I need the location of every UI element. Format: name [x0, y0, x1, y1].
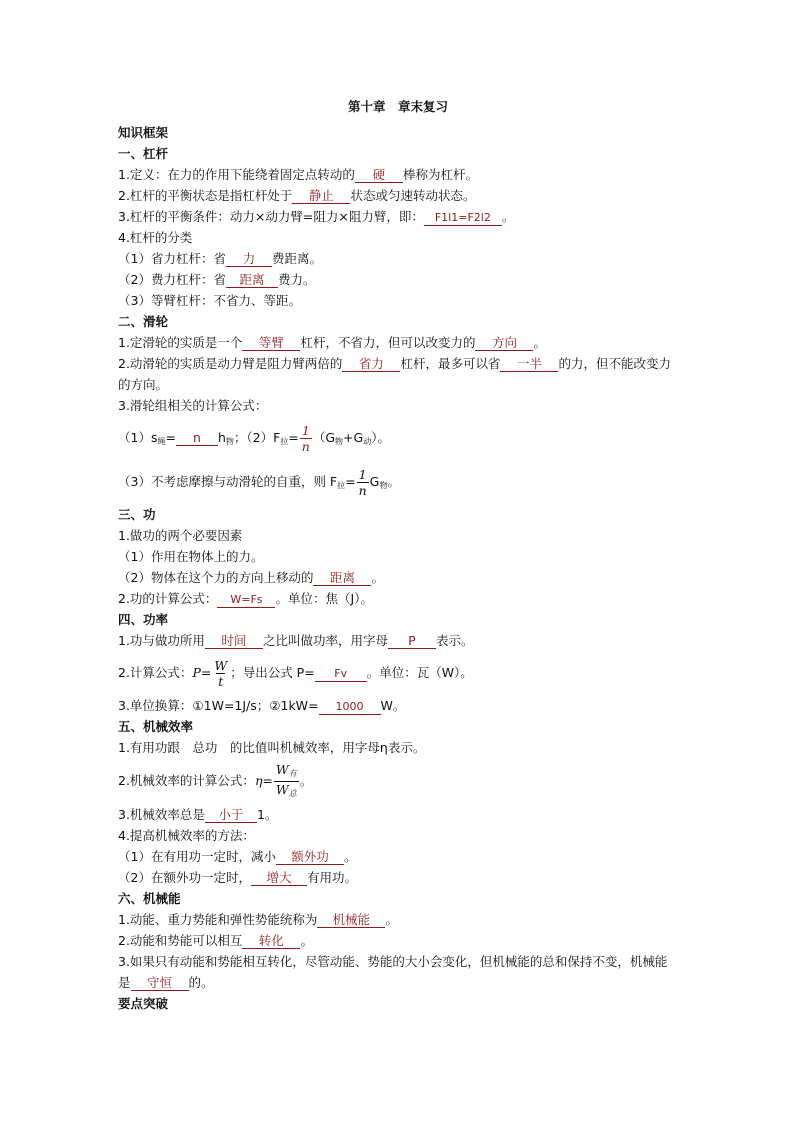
text: h [217, 430, 226, 445]
subscript: 物 [225, 437, 234, 446]
text: 3.如果只有动能和势能相互转化，尽管动能、势能的大小会变化，但机械能的总和保持不变，机械能是 [118, 954, 668, 990]
answer-blank: 静止 [292, 188, 350, 204]
document-page [118, 98, 678, 1014]
fraction [357, 467, 369, 498]
fraction [212, 658, 229, 689]
denominator: n [301, 439, 310, 454]
lever-line-5 [118, 248, 678, 269]
text: 3.杠杆的平衡条件：动力×动力臂=阻力×阻力臂，即： [118, 209, 424, 224]
text: 。 [533, 335, 546, 350]
subscript: 拉 [280, 437, 289, 446]
answer-blank: P [388, 633, 436, 649]
text: +G [343, 430, 364, 445]
text: 棒称为杠杆。 [402, 167, 478, 182]
text: W [275, 762, 289, 777]
answer-blank: 守恒 [131, 975, 189, 991]
subscript: 有 [288, 769, 297, 778]
fraction [274, 762, 299, 801]
efficiency-heading: 五、机械效率 [118, 719, 194, 734]
answer-blank: 小于 [205, 807, 257, 823]
answer-blank: 等臂 [242, 335, 300, 351]
work-line-2: （1）作用在物体上的力。 [118, 549, 264, 564]
text: 2.功的计算公式： [118, 591, 218, 606]
answer-blank: 增大 [251, 870, 307, 886]
text: 2.计算公式： [118, 665, 193, 680]
answer-blank: 1000 [319, 699, 381, 715]
answer-blank: 转化 [242, 933, 300, 949]
text: （1）s [118, 430, 158, 445]
lever-line-4: 4.杠杆的分类 [118, 230, 193, 245]
work-line-4 [118, 588, 678, 609]
text: （G [312, 430, 336, 445]
efficiency-line-3 [118, 804, 678, 825]
text: （1）省力杠杆：省 [118, 251, 226, 266]
subscript: 动 [363, 437, 372, 446]
text: （1）在有用功一定时，减小 [118, 849, 276, 864]
lever-line-2 [118, 185, 678, 206]
lever-line-7: （3）等臂杠杆：不省力、等距。 [118, 293, 301, 308]
formula-text: P= [192, 665, 212, 680]
energy-line-1 [118, 909, 678, 930]
lever-line-1 [118, 164, 678, 185]
text: 2.动滑轮的实质是动力臂是阻力臂两倍的 [118, 356, 343, 371]
subscript: 绳 [157, 437, 166, 446]
page-title: 第十章 章末复习 [347, 99, 448, 114]
lever-heading: 一、杠杆 [118, 146, 169, 161]
text: = [288, 430, 299, 445]
work-line-1: 1.做功的两个必要因素 [118, 528, 243, 543]
text: ；导出公式 P= [230, 665, 315, 680]
text: 3.机械效率总是 [118, 807, 205, 822]
text: 有用功。 [306, 870, 357, 885]
efficiency-line-6 [118, 867, 678, 888]
text: 1.定义：在力的作用下能绕着固定点转动的 [118, 167, 355, 182]
text: 费力。 [277, 272, 316, 287]
efficiency-line-1: 1.有用功跟 总功 的比值叫机械效率，用字母η表示。 [118, 740, 426, 755]
text: ）。 [371, 430, 390, 445]
lever-line-6 [118, 269, 678, 290]
subscript: 物 [379, 481, 388, 490]
text: 表示。 [435, 633, 474, 648]
pulley-line-3: 3.滑轮组相关的计算公式： [118, 398, 268, 413]
text: 2.动能和势能可以相互 [118, 933, 243, 948]
pulley-line-5 [118, 460, 678, 504]
denominator: n [358, 483, 367, 498]
numerator [274, 762, 299, 781]
answer-blank: 距离 [313, 570, 371, 586]
answer-blank: 机械能 [317, 912, 385, 928]
text: 1.动能、重力势能和弹性势能统称为 [118, 912, 318, 927]
answer-blank: 额外功 [276, 849, 344, 865]
text: 杠杆，最多可以省 [400, 356, 501, 371]
denominator [274, 781, 299, 801]
text: W。 [380, 698, 406, 713]
energy-line-3 [118, 951, 678, 993]
subscript: 拉 [337, 481, 346, 490]
answer-blank: 硬 [355, 167, 403, 183]
numerator: 1 [301, 423, 310, 438]
text: 1。 [256, 807, 278, 822]
answer-blank: 力 [226, 251, 272, 267]
text: 状态或匀速转动状态。 [350, 188, 476, 203]
fraction-answer [300, 423, 312, 454]
section-keypoints-heading: 要点突破 [118, 996, 169, 1011]
text: 之比叫做功率，用字母 [262, 633, 388, 648]
text: 杠杆，不省力，但可以改变力的 [300, 335, 476, 350]
answer-blank: 方向 [475, 335, 533, 351]
text: 1.定滑轮的实质是一个 [118, 335, 243, 350]
answer-blank: 省力 [342, 356, 400, 372]
subscript: 物 [335, 437, 344, 446]
text: G [369, 474, 380, 489]
efficiency-line-4: 4.提高机械效率的方法： [118, 828, 255, 843]
numerator: 1 [358, 467, 367, 482]
efficiency-line-5 [118, 846, 678, 867]
work-heading: 三、功 [118, 507, 156, 522]
answer-blank: Fv [315, 666, 367, 682]
text: W [275, 782, 289, 797]
text: 。 [343, 849, 357, 864]
text: 3.单位换算：①1W=1J/s；②1kW= [118, 698, 319, 713]
answer-blank: W=Fs [217, 592, 275, 608]
energy-line-2 [118, 930, 678, 951]
text: 。单位：瓦（W）。 [366, 665, 473, 680]
answer-blank: 一半 [500, 356, 558, 372]
text: 的力，但不能改变力的方向。 [118, 356, 671, 392]
energy-heading: 六、机械能 [118, 891, 181, 906]
text: = [345, 474, 356, 489]
lever-line-3 [118, 206, 678, 227]
text: = [165, 430, 176, 445]
text: ；（2）F [233, 430, 281, 445]
answer-blank: F1l1=F2l2 [424, 210, 502, 226]
text: 。 [501, 209, 515, 224]
power-line-3 [118, 695, 678, 716]
text: （2）在额外功一定时， [118, 870, 251, 885]
text: 。 [300, 933, 313, 948]
text: 2.杠杆的平衡状态是指杠杆处于 [118, 188, 293, 203]
denominator: t [218, 674, 224, 689]
text: 的。 [188, 975, 214, 990]
pulley-line-2 [118, 353, 678, 395]
power-heading: 四、功率 [118, 612, 169, 627]
text: 1.功与做功所用 [118, 633, 205, 648]
efficiency-line-2 [118, 758, 678, 804]
answer-blank: 距离 [226, 272, 278, 288]
formula-text: η= [254, 773, 273, 788]
text: （2）费力杠杆：省 [118, 272, 226, 287]
pulley-line-4 [118, 416, 678, 460]
subscript: 总 [288, 789, 297, 798]
power-line-1 [118, 630, 678, 651]
work-line-3 [118, 567, 678, 588]
numerator: W [214, 658, 228, 673]
pulley-line-1 [118, 332, 678, 353]
text: 2.机械效率的计算公式： [118, 773, 255, 788]
pulley-heading: 二、滑轮 [118, 314, 169, 329]
text: 。 [299, 773, 313, 788]
text: 费距离。 [271, 251, 322, 266]
power-line-2 [118, 651, 678, 695]
text: （3）不考虑摩擦与动滑轮的自重，则 F [118, 474, 338, 489]
text: 。 [387, 474, 400, 489]
text: 。 [385, 912, 398, 927]
section-framework-heading: 知识框架 [118, 125, 169, 140]
answer-blank: n [176, 430, 218, 446]
text: 。单位：焦（J）。 [275, 591, 373, 606]
text: 。 [371, 570, 384, 585]
text: （2）物体在这个力的方向上移动的 [118, 570, 314, 585]
answer-blank: 时间 [205, 633, 263, 649]
